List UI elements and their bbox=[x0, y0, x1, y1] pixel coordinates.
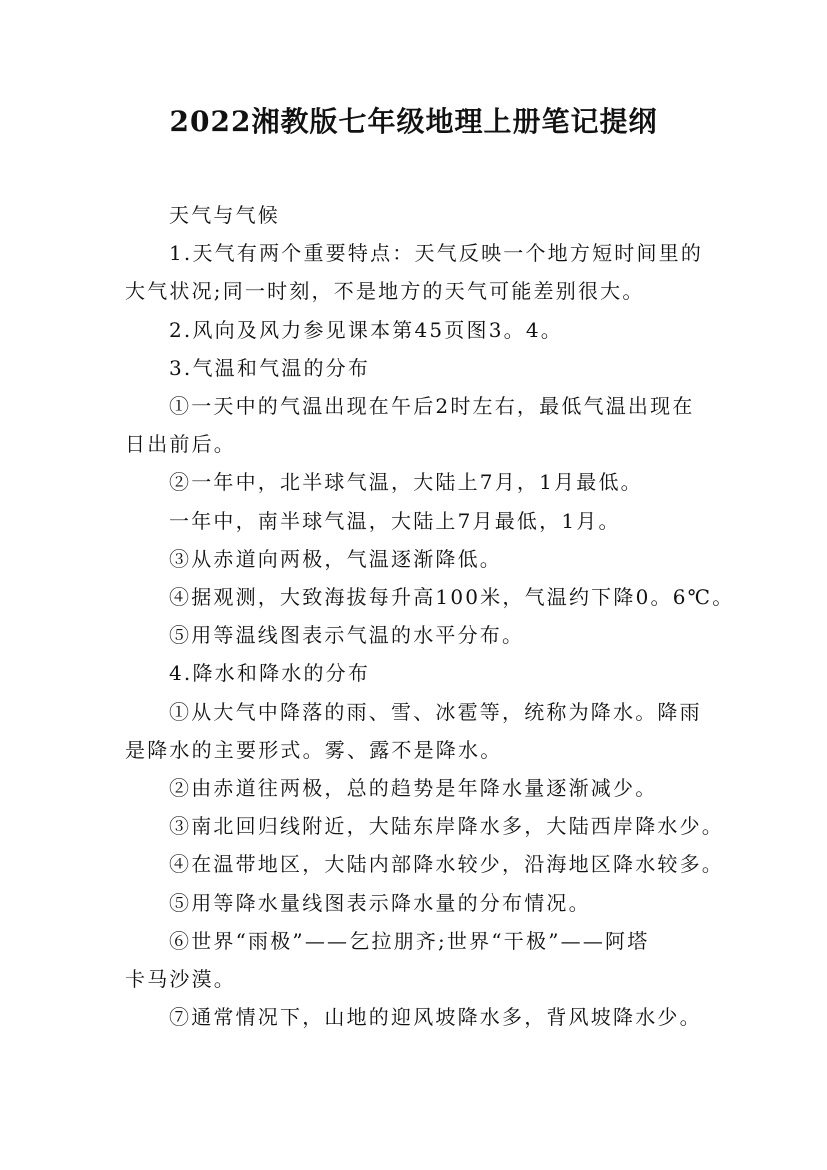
paragraph-line: ⑥世界“雨极”——乞拉朋齐;世界“干极”——阿塔 bbox=[169, 928, 650, 953]
paragraph-line: ⑤用等温线图表示气温的水平分布。 bbox=[169, 623, 525, 648]
document-body bbox=[125, 196, 735, 1036]
section-heading-weather-climate: 天气与气候 bbox=[169, 203, 280, 227]
paragraph-line: ②由赤道往两极，总的趋势是年降水量逐渐减少。 bbox=[169, 776, 658, 801]
paragraph-line: ⑦通常情况下，山地的迎风坡降水多，背风坡降水少。 bbox=[169, 1005, 702, 1030]
paragraph-line: ①一天中的气温出现在午后2时左右，最低气温出现在 bbox=[169, 394, 695, 419]
paragraph-line: ③南北回归线附近，大陆东岸降水多，大陆西岸降水少。 bbox=[169, 814, 724, 839]
paragraph-line: 是降水的主要形式。雾、露不是降水。 bbox=[125, 737, 503, 762]
paragraph-line: 大气状况;同一时刻，不是地方的天气可能差别很大。 bbox=[125, 279, 645, 304]
paragraph-line: ①从大气中降落的雨、雪、冰雹等，统称为降水。降雨 bbox=[169, 699, 702, 724]
paragraph-line: 2.风向及风力参见课本第45页图3。4。 bbox=[169, 317, 563, 342]
paragraph-line: 1.天气有两个重要特点：天气反映一个地方短时间里的 bbox=[169, 241, 704, 266]
paragraph-line: 一年中，南半球气温，大陆上7月最低，1月。 bbox=[169, 508, 621, 533]
paragraph-line: 日出前后。 bbox=[125, 432, 236, 457]
section-heading-precipitation: 4.降水和降水的分布 bbox=[169, 661, 371, 686]
paragraph-line: ③从赤道向两极，气温逐渐降低。 bbox=[169, 546, 502, 571]
paragraph-line: ⑤用等降水量线图表示降水量的分布情况。 bbox=[169, 890, 591, 915]
paragraph-line: ④据观测，大致海拔每升高100米，气温约下降0。6℃。 bbox=[169, 585, 735, 610]
paragraph-line: 卡马沙漠。 bbox=[125, 967, 236, 992]
document-title: 2022湘教版七年级地理上册笔记提纲 bbox=[169, 105, 658, 138]
section-heading-temperature: 3.气温和气温的分布 bbox=[169, 355, 371, 380]
paragraph-line: ④在温带地区，大陆内部降水较少，沿海地区降水较多。 bbox=[169, 852, 724, 877]
paragraph-line: ②一年中，北半球气温，大陆上7月，1月最低。 bbox=[169, 470, 643, 495]
